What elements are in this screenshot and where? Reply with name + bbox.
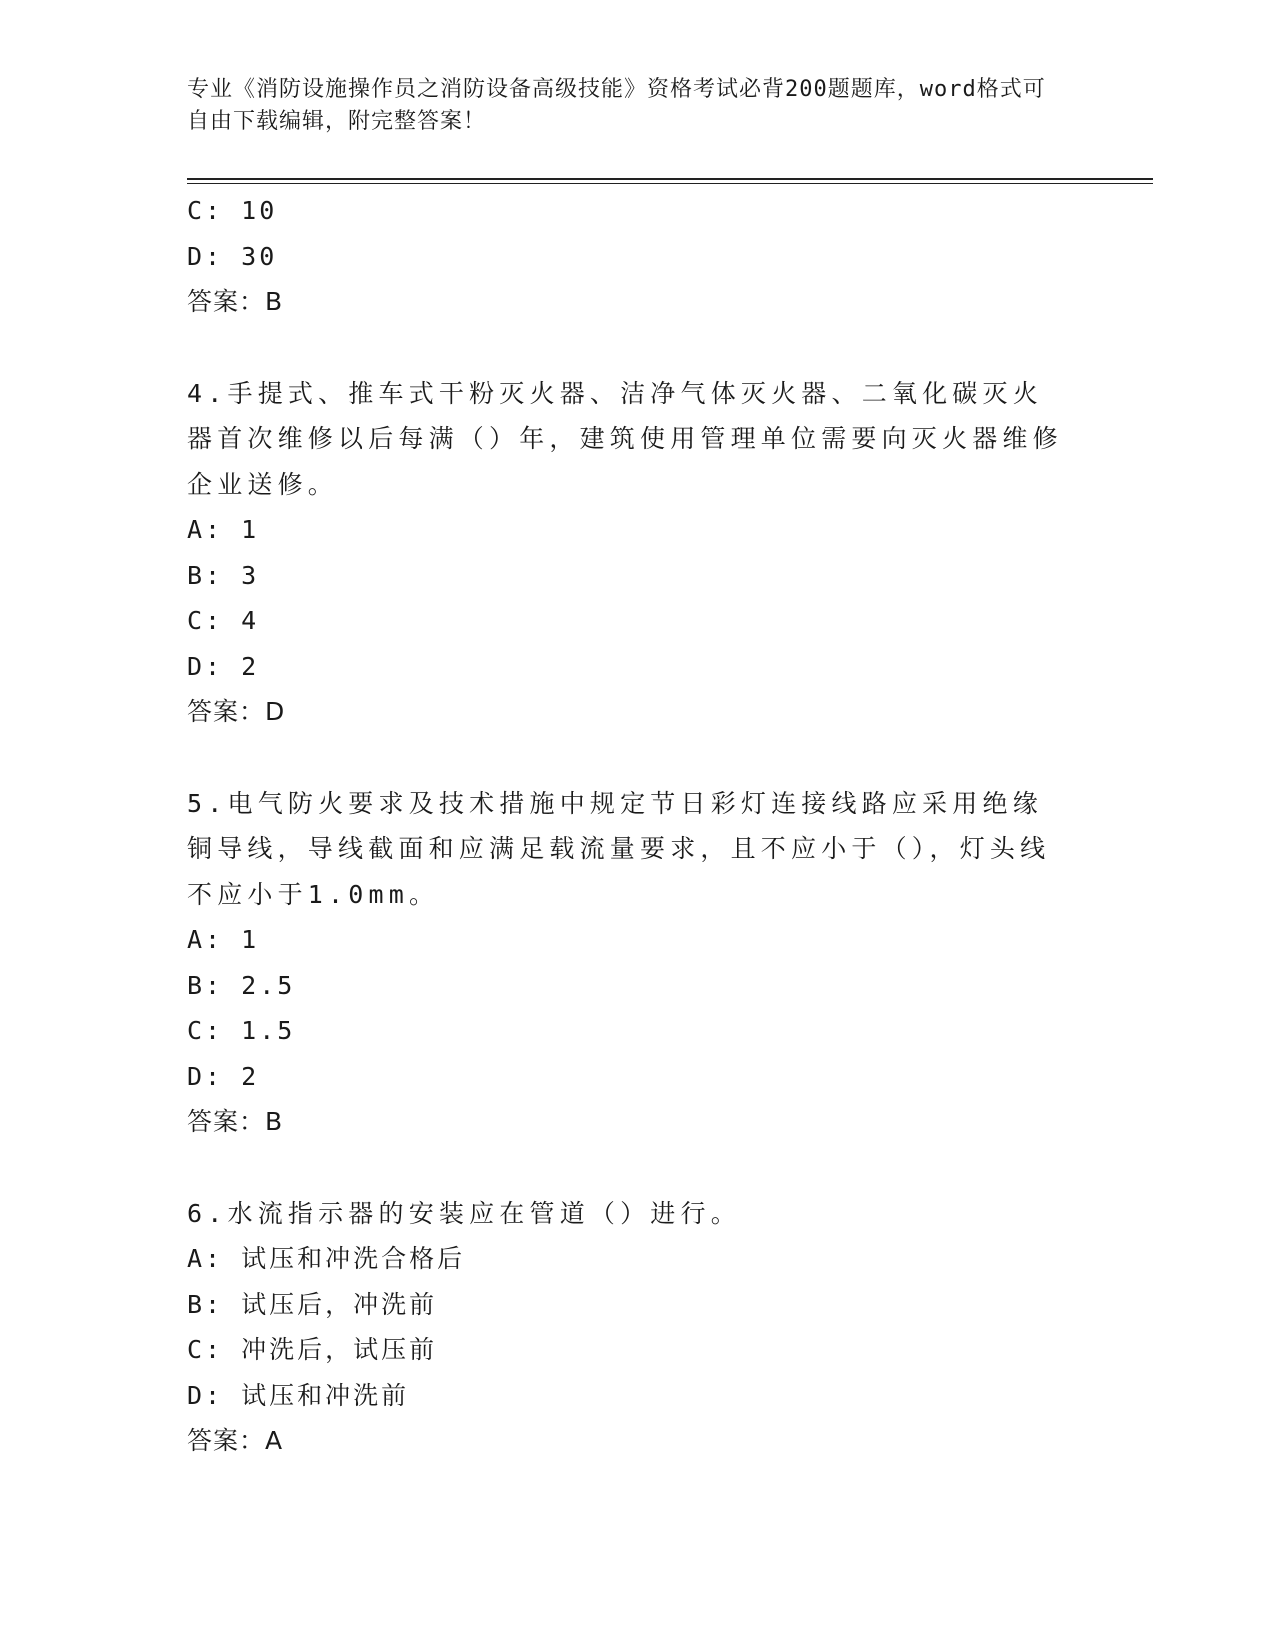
option-d: D: 30 — [187, 241, 278, 271]
header-divider-thick — [187, 178, 1153, 180]
option-b: B: 2.5 — [187, 970, 296, 1000]
option-d: D: 试压和冲洗前 — [187, 1380, 410, 1410]
option-b: B: 试压后，冲洗前 — [187, 1289, 438, 1319]
option-d: D: 2 — [187, 651, 260, 681]
answer: 答案：D — [187, 697, 286, 726]
spacer — [187, 1145, 1067, 1191]
option-c: C: 10 — [187, 196, 278, 225]
answer: 答案：B — [187, 1107, 284, 1136]
option-d: D: 2 — [187, 1061, 260, 1091]
question-6 — [187, 1191, 1067, 1464]
question-3-tail — [187, 188, 1067, 325]
option-c: C: 冲洗后，试压前 — [187, 1335, 438, 1364]
option-c: C: 4 — [187, 606, 260, 635]
option-a: A: 1 — [187, 925, 260, 954]
answer: 答案：B — [187, 287, 284, 316]
option-b: B: 3 — [187, 560, 260, 590]
option-a: A: 试压和冲洗合格后 — [187, 1244, 466, 1273]
question-4 — [187, 371, 1067, 735]
question-list — [187, 188, 1067, 1464]
spacer — [187, 735, 1067, 781]
question-stem: 6.水流指示器的安装应在管道（）进行。 — [187, 1198, 741, 1228]
header-divider-thin — [187, 183, 1153, 184]
option-a: A: 1 — [187, 515, 260, 544]
question-5 — [187, 781, 1067, 1145]
answer: 答案：A — [187, 1426, 284, 1455]
option-c: C: 1.5 — [187, 1016, 296, 1045]
page-header: 专业《消防设施操作员之消防设备高级技能》资格考试必背200题题库，word格式可自由下载编辑，附完整答案！ — [187, 77, 1046, 134]
question-stem: 5.电气防火要求及技术措施中规定节日彩灯连接线路应采用绝缘铜导线，导线截面和应满足载流量要求，且不应小于（），灯头线不应小于1.0mm。 — [187, 788, 1051, 909]
question-stem: 4.手提式、推车式干粉灭火器、洁净气体灭火器、二氧化碳灭火器首次维修以后每满（）年，建筑使用管理单位需要向灭火器维修企业送修。 — [187, 378, 1063, 499]
spacer — [187, 325, 1067, 371]
